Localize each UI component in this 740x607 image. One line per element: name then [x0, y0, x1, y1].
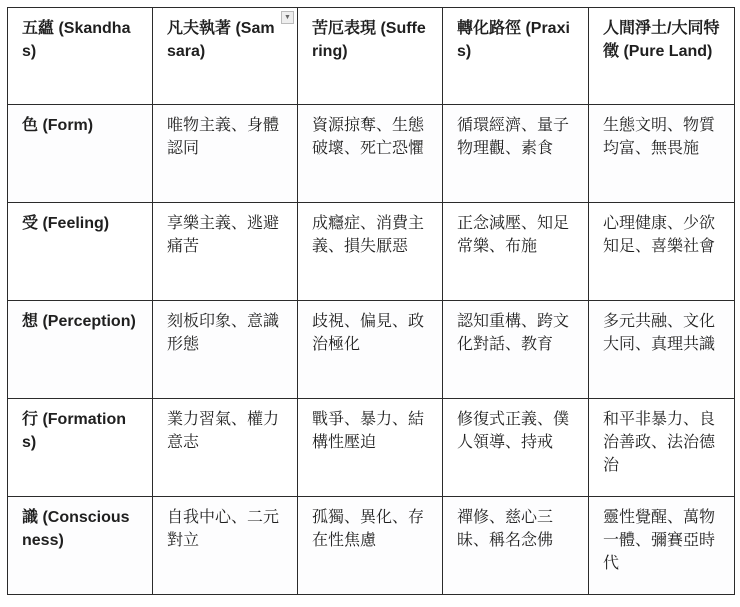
table-cell: 成癮症、消費主義、損失厭惡	[298, 203, 443, 301]
table-cell: 和平非暴力、良治善政、法治德治	[589, 399, 735, 497]
row-header-cell: 想 (Perception)	[8, 301, 153, 399]
table-row	[8, 301, 735, 399]
table-cell: 靈性覺醒、萬物一體、彌賽亞時代	[589, 497, 735, 595]
row-header-cell: 色 (Form)	[8, 105, 153, 203]
table-cell: 享樂主義、逃避痛苦	[153, 203, 298, 301]
skandhas-table	[7, 7, 735, 595]
header-row	[8, 8, 735, 105]
table-cell: 禪修、慈心三昧、稱名念佛	[443, 497, 589, 595]
header-samsara-label: 凡夫執著 (Samsara)	[167, 20, 275, 60]
table-cell: 自我中心、二元對立	[153, 497, 298, 595]
header-skandhas: 五蘊 (Skandhas)	[8, 8, 153, 105]
dropdown-arrow-icon[interactable]: ▼	[281, 11, 294, 24]
table-cell: 戰爭、暴力、結構性壓迫	[298, 399, 443, 497]
header-suffering: 苦厄表現 (Suffering)	[298, 8, 443, 105]
header-samsara	[153, 8, 298, 105]
table-row	[8, 399, 735, 497]
row-header-cell: 行 (Formations)	[8, 399, 153, 497]
table-row	[8, 105, 735, 203]
table-cell: 業力習氣、權力意志	[153, 399, 298, 497]
table-cell: 多元共融、文化大同、真理共識	[589, 301, 735, 399]
table-cell: 歧視、偏見、政治極化	[298, 301, 443, 399]
table-cell: 心理健康、少欲知足、喜樂社會	[589, 203, 735, 301]
table-row	[8, 497, 735, 595]
row-header-cell: 受 (Feeling)	[8, 203, 153, 301]
table-cell: 生態文明、物質均富、無畏施	[589, 105, 735, 203]
table-cell: 刻板印象、意識形態	[153, 301, 298, 399]
header-pure-land: 人間淨土/大同特徵 (Pure Land)	[589, 8, 735, 105]
table-cell: 正念減壓、知足常樂、布施	[443, 203, 589, 301]
table-cell: 唯物主義、身體認同	[153, 105, 298, 203]
table-cell: 認知重構、跨文化對話、教育	[443, 301, 589, 399]
table-cell: 資源掠奪、生態破壞、死亡恐懼	[298, 105, 443, 203]
table-cell: 孤獨、異化、存在性焦慮	[298, 497, 443, 595]
table-cell: 循環經濟、量子物理觀、素食	[443, 105, 589, 203]
table-cell: 修復式正義、僕人領導、持戒	[443, 399, 589, 497]
row-header-cell: 識 (Consciousness)	[8, 497, 153, 595]
table-row	[8, 203, 735, 301]
header-praxis: 轉化路徑 (Praxis)	[443, 8, 589, 105]
